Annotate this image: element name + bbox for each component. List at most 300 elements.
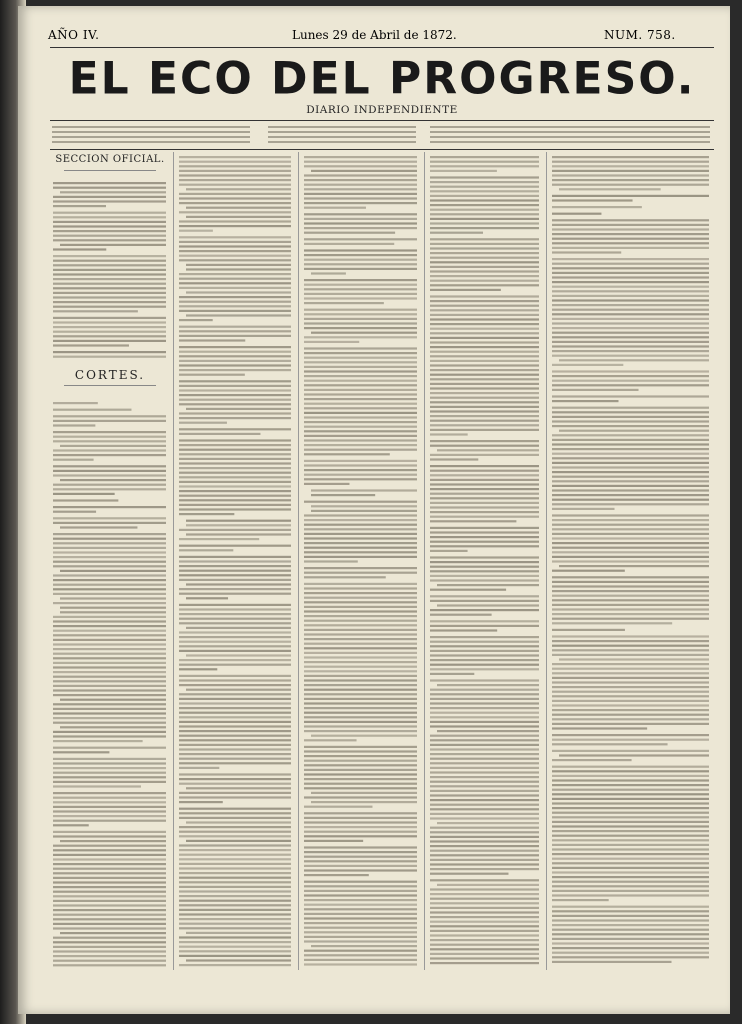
text-line: [186, 268, 291, 270]
text-line: [552, 508, 615, 510]
text-line: [53, 187, 166, 189]
text-line: [304, 412, 417, 414]
text-line: [552, 195, 709, 197]
text-line: [552, 876, 709, 878]
text-line: [179, 230, 213, 232]
text-line: [430, 275, 539, 277]
text-line: [430, 744, 539, 746]
text-line: [186, 597, 228, 599]
text-line: [179, 170, 291, 172]
text-line: [179, 193, 291, 195]
text-line: [430, 360, 539, 362]
text-line: [552, 485, 709, 487]
text-line: [552, 595, 709, 597]
text-line: [304, 764, 417, 766]
text-line: [53, 335, 166, 337]
text-line: [304, 583, 417, 585]
text-line: [430, 762, 539, 764]
text-line: [53, 340, 166, 342]
text-line: [304, 449, 417, 451]
text-line: [552, 784, 709, 786]
text-line: [304, 615, 417, 617]
text-line: [304, 384, 417, 386]
text-line: [60, 526, 137, 528]
text-line: [53, 506, 166, 508]
text-line: [430, 888, 539, 890]
illegible-text-lines: [178, 152, 293, 970]
text-line: [552, 304, 709, 306]
text-line: [430, 410, 539, 412]
text-line: [430, 693, 539, 695]
text-line: [552, 759, 632, 761]
text-line: [304, 259, 417, 261]
text-line: [179, 904, 291, 906]
text-line: [179, 197, 291, 199]
text-line: [430, 429, 539, 431]
text-line: [53, 797, 166, 799]
text-line: [53, 689, 166, 691]
text-line: [552, 576, 709, 578]
text-line: [186, 583, 291, 585]
text-line: [430, 808, 539, 810]
text-line: [304, 773, 417, 775]
text-line: [179, 433, 260, 435]
text-line: [304, 821, 417, 823]
text-line: [552, 739, 709, 741]
text-line: [552, 830, 709, 832]
text-line: [53, 740, 143, 742]
text-line: [430, 541, 539, 543]
text-line: [304, 184, 417, 186]
subscription-prices-box: [52, 124, 252, 146]
text-line: [304, 826, 417, 828]
text-line: [552, 380, 709, 382]
text-line: [179, 693, 291, 695]
text-line: [179, 394, 291, 396]
text-line: [304, 227, 417, 229]
text-line: [179, 174, 291, 176]
text-line: [437, 822, 539, 824]
text-line: [53, 712, 166, 714]
text-line: [304, 835, 417, 837]
text-line: [53, 488, 166, 490]
text-line: [304, 222, 417, 224]
column-2: [178, 152, 293, 970]
text-line: [53, 356, 166, 358]
text-line: [179, 773, 291, 775]
text-line: [304, 435, 417, 437]
text-line: [179, 872, 291, 874]
text-line: [430, 668, 539, 670]
text-line: [304, 908, 417, 910]
text-line: [430, 836, 539, 838]
text-line: [430, 337, 539, 339]
text-line: [304, 254, 417, 256]
text-line: [179, 504, 291, 506]
text-line: [53, 849, 166, 851]
text-line: [304, 716, 417, 718]
text-line: [179, 490, 291, 492]
text-line: [552, 309, 709, 311]
text-line: [304, 904, 417, 906]
text-line: [304, 313, 417, 315]
text-line: [304, 213, 417, 215]
text-line: [552, 258, 709, 260]
text-line: [179, 783, 291, 785]
text-line: [53, 680, 166, 682]
text-line: [53, 556, 166, 558]
text-line: [552, 551, 709, 553]
text-line: [552, 581, 709, 583]
text-line: [53, 260, 166, 262]
text-line: [304, 218, 417, 220]
text-line: [304, 322, 417, 324]
text-line: [179, 923, 291, 925]
text-line: [430, 295, 539, 297]
text-line: [559, 430, 709, 432]
text-line: [552, 704, 709, 706]
text-line: [179, 380, 291, 382]
text-line: [53, 424, 95, 426]
text-line: [304, 288, 417, 290]
text-line: [304, 407, 417, 409]
text-line: [53, 886, 166, 888]
text-line: [552, 443, 709, 445]
text-line: [552, 263, 709, 265]
text-line: [430, 392, 539, 394]
text-line: [304, 931, 417, 933]
section-divider: [64, 385, 156, 386]
text-line: [430, 767, 539, 769]
text-line: [179, 449, 291, 451]
text-line: [179, 900, 291, 902]
text-line: [179, 310, 291, 312]
text-line: [53, 551, 166, 553]
text-line: [60, 607, 166, 609]
text-line: [186, 821, 291, 823]
text-line: [179, 650, 291, 652]
text-line: [552, 821, 709, 823]
text-line: [179, 236, 291, 238]
text-line: [430, 305, 539, 307]
text-line: [304, 430, 417, 432]
text-line: [179, 618, 291, 620]
text-line: [430, 850, 539, 852]
text-line: [179, 758, 291, 760]
text-line: [552, 519, 709, 521]
text-line: [304, 856, 417, 858]
text-line: [304, 963, 417, 965]
text-line: [179, 245, 291, 247]
text-line: [430, 318, 539, 320]
text-line: [179, 927, 291, 929]
text-line: [179, 679, 291, 681]
text-line: [53, 845, 166, 847]
text-line: [552, 779, 709, 781]
text-line: [304, 796, 417, 798]
text-line: [430, 289, 501, 291]
text-line: [53, 409, 131, 411]
text-line: [304, 547, 417, 549]
text-line: [552, 700, 709, 702]
text-line: [430, 556, 539, 558]
text-line: [53, 703, 166, 705]
text-line: [53, 625, 166, 627]
text-line: [304, 721, 417, 723]
text-line: [179, 225, 291, 227]
text-line: [179, 849, 291, 851]
text-line: [552, 411, 709, 413]
text-line: [53, 449, 166, 451]
text-line: [304, 917, 417, 919]
text-line: [53, 781, 166, 783]
text-line: [552, 933, 709, 935]
text-line: [552, 199, 633, 201]
text-line: [430, 566, 539, 568]
text-line: [53, 205, 106, 207]
text-line: [179, 941, 291, 943]
text-line: [437, 884, 539, 886]
text-line: [304, 656, 417, 658]
text-line: [552, 327, 709, 329]
text-line: [179, 439, 291, 441]
text-line: [53, 648, 166, 650]
text-line: [53, 895, 166, 897]
text-line: [559, 658, 709, 660]
text-line: [437, 449, 539, 451]
text-line: [53, 731, 166, 733]
text-line: [53, 538, 166, 540]
text-line: [186, 408, 291, 410]
masthead-rule-top: [50, 47, 714, 48]
text-line: [552, 457, 709, 459]
text-line: [304, 707, 417, 709]
text-line: [430, 579, 539, 581]
text-line: [179, 481, 291, 483]
text-line: [430, 378, 539, 380]
text-line: [304, 439, 417, 441]
text-line: [552, 466, 709, 468]
text-line: [552, 299, 709, 301]
text-line: [304, 357, 417, 359]
text-line: [179, 950, 291, 952]
text-line: [53, 881, 166, 883]
text-line: [552, 350, 709, 352]
text-line: [430, 445, 539, 447]
text-line: [430, 790, 539, 792]
text-line: [179, 886, 291, 888]
text-line: [304, 787, 417, 789]
text-line: [53, 657, 166, 659]
text-line: [179, 513, 234, 515]
text-line: [430, 771, 539, 773]
text-line: [311, 505, 417, 507]
text-line: [552, 514, 709, 516]
text-line: [304, 817, 417, 819]
text-line: [552, 608, 709, 610]
text-line: [430, 689, 539, 691]
text-line: [304, 860, 417, 862]
text-line: [552, 370, 709, 372]
text-line: [552, 533, 709, 535]
text-line: [304, 398, 417, 400]
text-line: [430, 420, 539, 422]
text-line: [304, 865, 417, 867]
text-line: [179, 462, 291, 464]
text-line: [552, 295, 709, 297]
text-line: [552, 416, 709, 418]
text-line: [53, 182, 166, 184]
text-line: [430, 545, 539, 547]
text-line: [430, 126, 710, 128]
text-line: [304, 474, 417, 476]
text-line: [60, 840, 166, 842]
text-line: [304, 202, 417, 204]
text-line: [552, 313, 709, 315]
text-line: [304, 519, 417, 521]
text-line: [430, 199, 539, 201]
text-line: [179, 346, 291, 348]
text-line: [430, 550, 468, 552]
text-line: [304, 188, 417, 190]
text-line: [552, 919, 709, 921]
column-separator: [424, 152, 425, 970]
text-line: [430, 781, 539, 783]
text-line: [304, 361, 417, 363]
text-line: [304, 846, 417, 848]
text-line: [304, 633, 417, 635]
illegible-text-lines: [429, 152, 541, 970]
text-line: [179, 636, 291, 638]
text-line: [430, 141, 710, 143]
text-line: [179, 330, 291, 332]
text-line: [552, 251, 621, 253]
text-line: [53, 792, 166, 794]
text-line: [430, 232, 483, 234]
text-line: [430, 679, 539, 681]
text-line: [304, 165, 417, 167]
text-line: [430, 424, 539, 426]
text-line: [186, 314, 291, 316]
text-line: [53, 292, 166, 294]
text-line: [179, 422, 227, 424]
text-line: [552, 389, 639, 391]
text-line: [304, 913, 417, 915]
text-line: [552, 906, 709, 908]
text-line: [430, 799, 539, 801]
text-line: [304, 712, 417, 714]
text-line: [179, 808, 291, 810]
text-line: [53, 964, 166, 966]
text-line: [304, 393, 417, 395]
text-line: [53, 904, 166, 906]
text-line: [430, 957, 539, 959]
text-line: [179, 319, 213, 321]
text-line: [552, 590, 709, 592]
text-line: [53, 824, 89, 826]
text-line: [430, 520, 516, 522]
text-line: [304, 309, 417, 311]
text-line: [304, 769, 417, 771]
text-line: [304, 725, 417, 727]
text-line: [53, 440, 166, 442]
text-line: [53, 264, 166, 266]
text-line: [179, 549, 233, 551]
text-line: [179, 202, 291, 204]
text-line: [552, 956, 709, 958]
text-line: [430, 270, 539, 272]
text-line: [304, 702, 417, 704]
text-line: [430, 227, 539, 229]
text-line: [53, 511, 96, 513]
text-line: [304, 840, 363, 842]
text-line: [53, 493, 115, 495]
text-line: [179, 622, 291, 624]
text-line: [552, 224, 709, 226]
text-line: [430, 902, 539, 904]
text-line: [53, 301, 166, 303]
text-line: [552, 267, 709, 269]
text-line: [179, 964, 291, 966]
text-line: [53, 296, 166, 298]
text-line: [430, 813, 539, 815]
text-line: [552, 844, 709, 846]
text-line: [53, 923, 166, 925]
text-line: [430, 785, 539, 787]
text-line: [430, 707, 539, 709]
text-line: [186, 627, 291, 629]
text-line: [186, 533, 291, 535]
text-line: [552, 238, 709, 240]
text-line: [186, 216, 291, 218]
text-line: [552, 503, 709, 505]
text-line: [53, 854, 166, 856]
text-line: [559, 359, 709, 361]
text-line: [60, 191, 166, 193]
text-line: [179, 211, 291, 213]
text-line: [430, 712, 539, 714]
text-line: [179, 767, 219, 769]
text-line: [60, 570, 166, 572]
text-line: [53, 517, 166, 519]
text-line: [430, 470, 539, 472]
text-line: [552, 839, 709, 841]
text-line: [304, 778, 417, 780]
text-line: [552, 165, 709, 167]
text-line: [304, 587, 417, 589]
text-line: [304, 746, 417, 748]
newspaper-title: EL ECO DEL PROGRESO.: [68, 52, 696, 105]
text-line: [53, 927, 166, 929]
text-line: [53, 810, 166, 812]
text-line: [304, 592, 417, 594]
text-line: [53, 235, 166, 237]
text-line: [179, 579, 291, 581]
text-line: [552, 853, 709, 855]
text-line: [437, 730, 539, 732]
text-line: [430, 170, 497, 172]
text-line: [552, 686, 709, 688]
text-line: [304, 284, 417, 286]
text-line: [552, 547, 709, 549]
text-line: [179, 668, 217, 670]
text-line: [552, 890, 709, 892]
text-line: [304, 922, 417, 924]
text-line: [304, 352, 417, 354]
text-line: [430, 493, 539, 495]
text-line: [304, 478, 417, 480]
text-line: [430, 346, 539, 348]
